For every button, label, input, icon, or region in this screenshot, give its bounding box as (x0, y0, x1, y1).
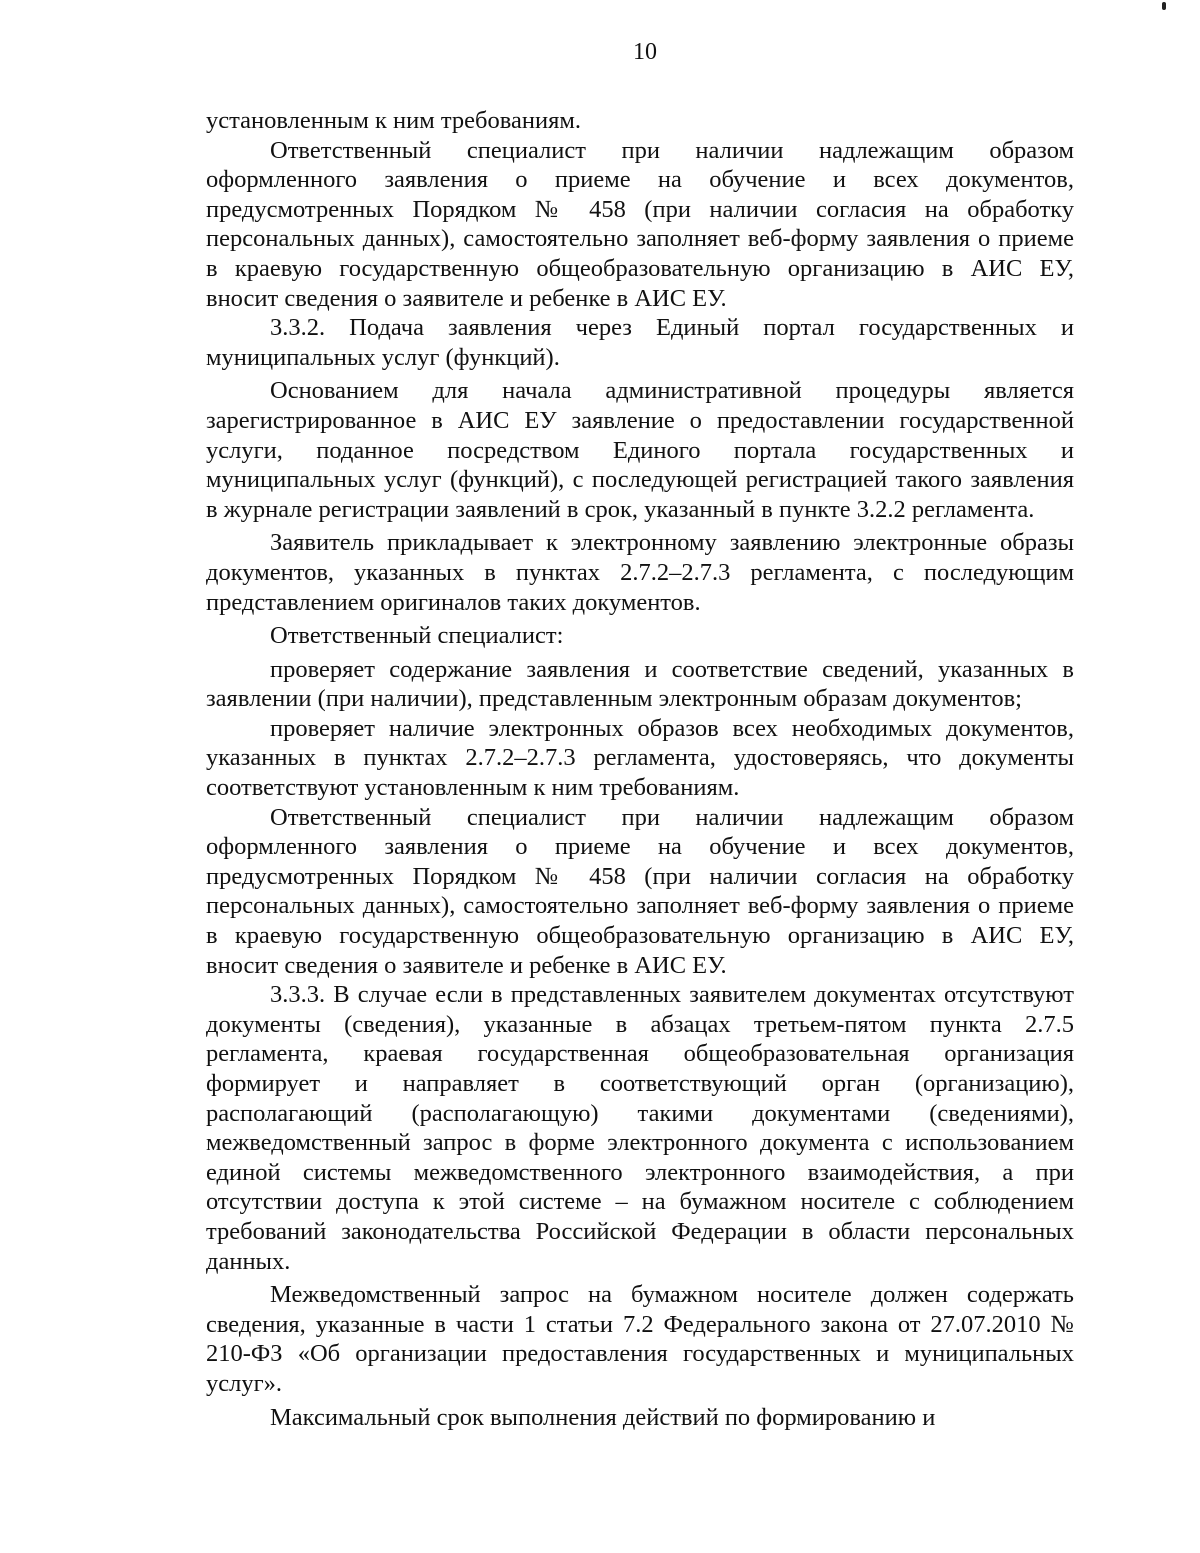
paragraph: Заявитель прикладывает к электронному заявлению электронные образы документов, указанных в пунктах 2.7.2–2.7.3 регламента, с последующим представлением оригиналов таких документов. (206, 529, 1074, 616)
paragraph: Максимальный срок выполнения действий по формированию и (270, 1403, 936, 1431)
list-item: проверяет содержание заявления и соответствие сведений, указанных в заявлении (при наличии), представленным электронным образам документов; (206, 655, 1074, 713)
paragraph: Основанием для начала административной процедуры является зарегистрированное в АИС ЕУ заявление о предоставлении государственной услуги, поданное посредством Единого портала государственных и муниципальных услуг (функций), с последующей регистрацией такого заявления в журнале регистрации заявлений в срок, указанный в пункте 3.2.2 регламента. (206, 377, 1074, 523)
section-heading-3-3-2: 3.3.2. Подача заявления через Единый портал государственных и муниципальных услуг (функций). (206, 314, 1074, 371)
list-item: проверяет наличие электронных образов всех необходимых документов, указанных в пунктах 2.7.2–2.7.3 регламента, удостоверяясь, что документы соответствуют установленным к ним требованиям. (206, 714, 1074, 802)
paragraph: установленным к ним требованиям. (206, 107, 581, 134)
paragraph: Межведомственный запрос на бумажном носителе должен содержать сведения, указанные в части 1 статьи 7.2 Федерального закона от 27.07.2010 № 210-ФЗ «Об организации предоставления государственных и муниципальных услуг». (206, 1281, 1074, 1397)
page-number: 10 (633, 39, 657, 65)
paragraph: Ответственный специалист при наличии надлежащим образом оформленного заявления о приеме на обучение и всех документов, предусмотренных Порядком № 458 (при наличии согласия на обработку персональных данных), самостоятельно заполняет веб-форму заявления о приеме в краевую государственную общеобразовательную организацию в АИС ЕУ, вносит сведения о заявителе и ребенке в АИС ЕУ. (206, 803, 1074, 979)
section-heading-3-3-3: 3.3.3. В случае если в представленных заявителем документах отсутствуют документы (сведения), указанные в абзацах третьем-пятом пункта 2.7.5 регламента, краевая государственная общеобразовательная организация формирует и направляет в соответствующий орган (организацию), располагающий (располагающую) такими документами (сведениями), межведомственный запрос в форме электронного документа с использованием единой системы межведомственного электронного взаимодействия, а при отсутствии доступа к этой системе – на бумажном носителе с соблюдением требований законодательства Российской Федерации в области персональных данных. (206, 981, 1074, 1275)
scan-speck (1162, 2, 1166, 10)
body-text (206, 106, 1074, 1432)
paragraph: Ответственный специалист: (270, 622, 564, 650)
paragraph: Ответственный специалист при наличии надлежащим образом оформленного заявления о приеме на обучение и всех документов, предусмотренных Порядком № 458 (при наличии согласия на обработку персональных данных), самостоятельно заполняет веб-форму заявления о приеме в краевую государственную общеобразовательную организацию в АИС ЕУ, вносит сведения о заявителе и ребенке в АИС ЕУ. (206, 136, 1074, 312)
